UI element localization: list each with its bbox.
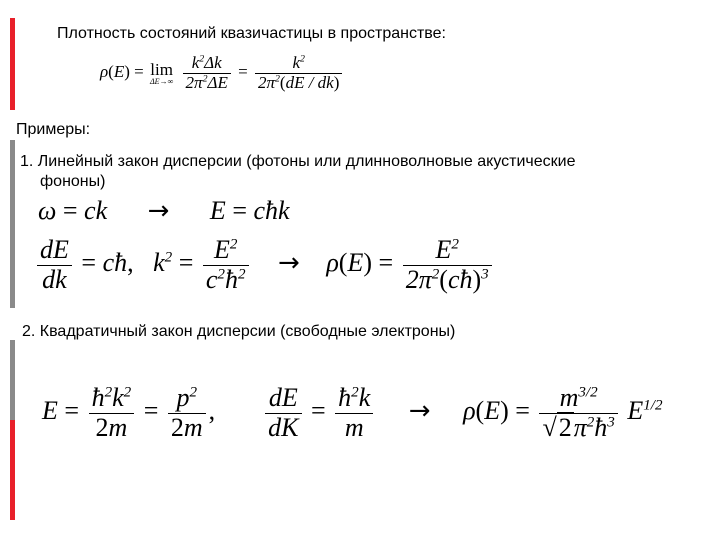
example-2-heading: 2. Квадратичный закон дисперсии (свободные электроны) bbox=[22, 323, 456, 340]
density-of-states-formula: ρ(E) = lim ΔE→∞ $\frac{k^2\Delta k}{2\pi^2\Delta E}$ = $\frac{k^2}{2\pi^2(dE / dk)}$ bbox=[100, 54, 345, 92]
quadratic-dispersion-formula: E = $\frac{ħ^2k^2}{2m}$ = $\frac{p^2}{2m}$ , $\frac{dE}{dK}$ = $\frac{ħ^2k}{m}$ → ρ(E) = $\frac{m^{3/2}}{√2\pi^2ħ^3}$ $E^{1/2}$ bbox=[42, 383, 663, 442]
left-gray-bar-lower bbox=[10, 340, 15, 420]
left-accent-bar-bottom bbox=[10, 420, 15, 520]
linear-dispersion-formula: ω = ck → E = cħk bbox=[38, 196, 290, 226]
left-accent-bar-top bbox=[10, 18, 15, 110]
example-1-line-2: фононы) bbox=[40, 173, 106, 190]
density-of-states-heading: Плотность состояний квазичастицы в пространстве: bbox=[57, 25, 446, 42]
linear-density-of-states-formula: $\frac{dE}{dk}$ = cħ, $k^2$ = $\frac{E^2}{c^2ħ^2}$ → ρ(E) = $\frac{E^2}{2\pi^2(cħ)^3}$ bbox=[34, 236, 495, 294]
example-1-line-1: 1. Линейный закон дисперсии (фотоны или длинноволновые акустические bbox=[20, 153, 576, 170]
left-gray-bar-upper bbox=[10, 140, 15, 308]
examples-heading: Примеры: bbox=[16, 121, 91, 138]
